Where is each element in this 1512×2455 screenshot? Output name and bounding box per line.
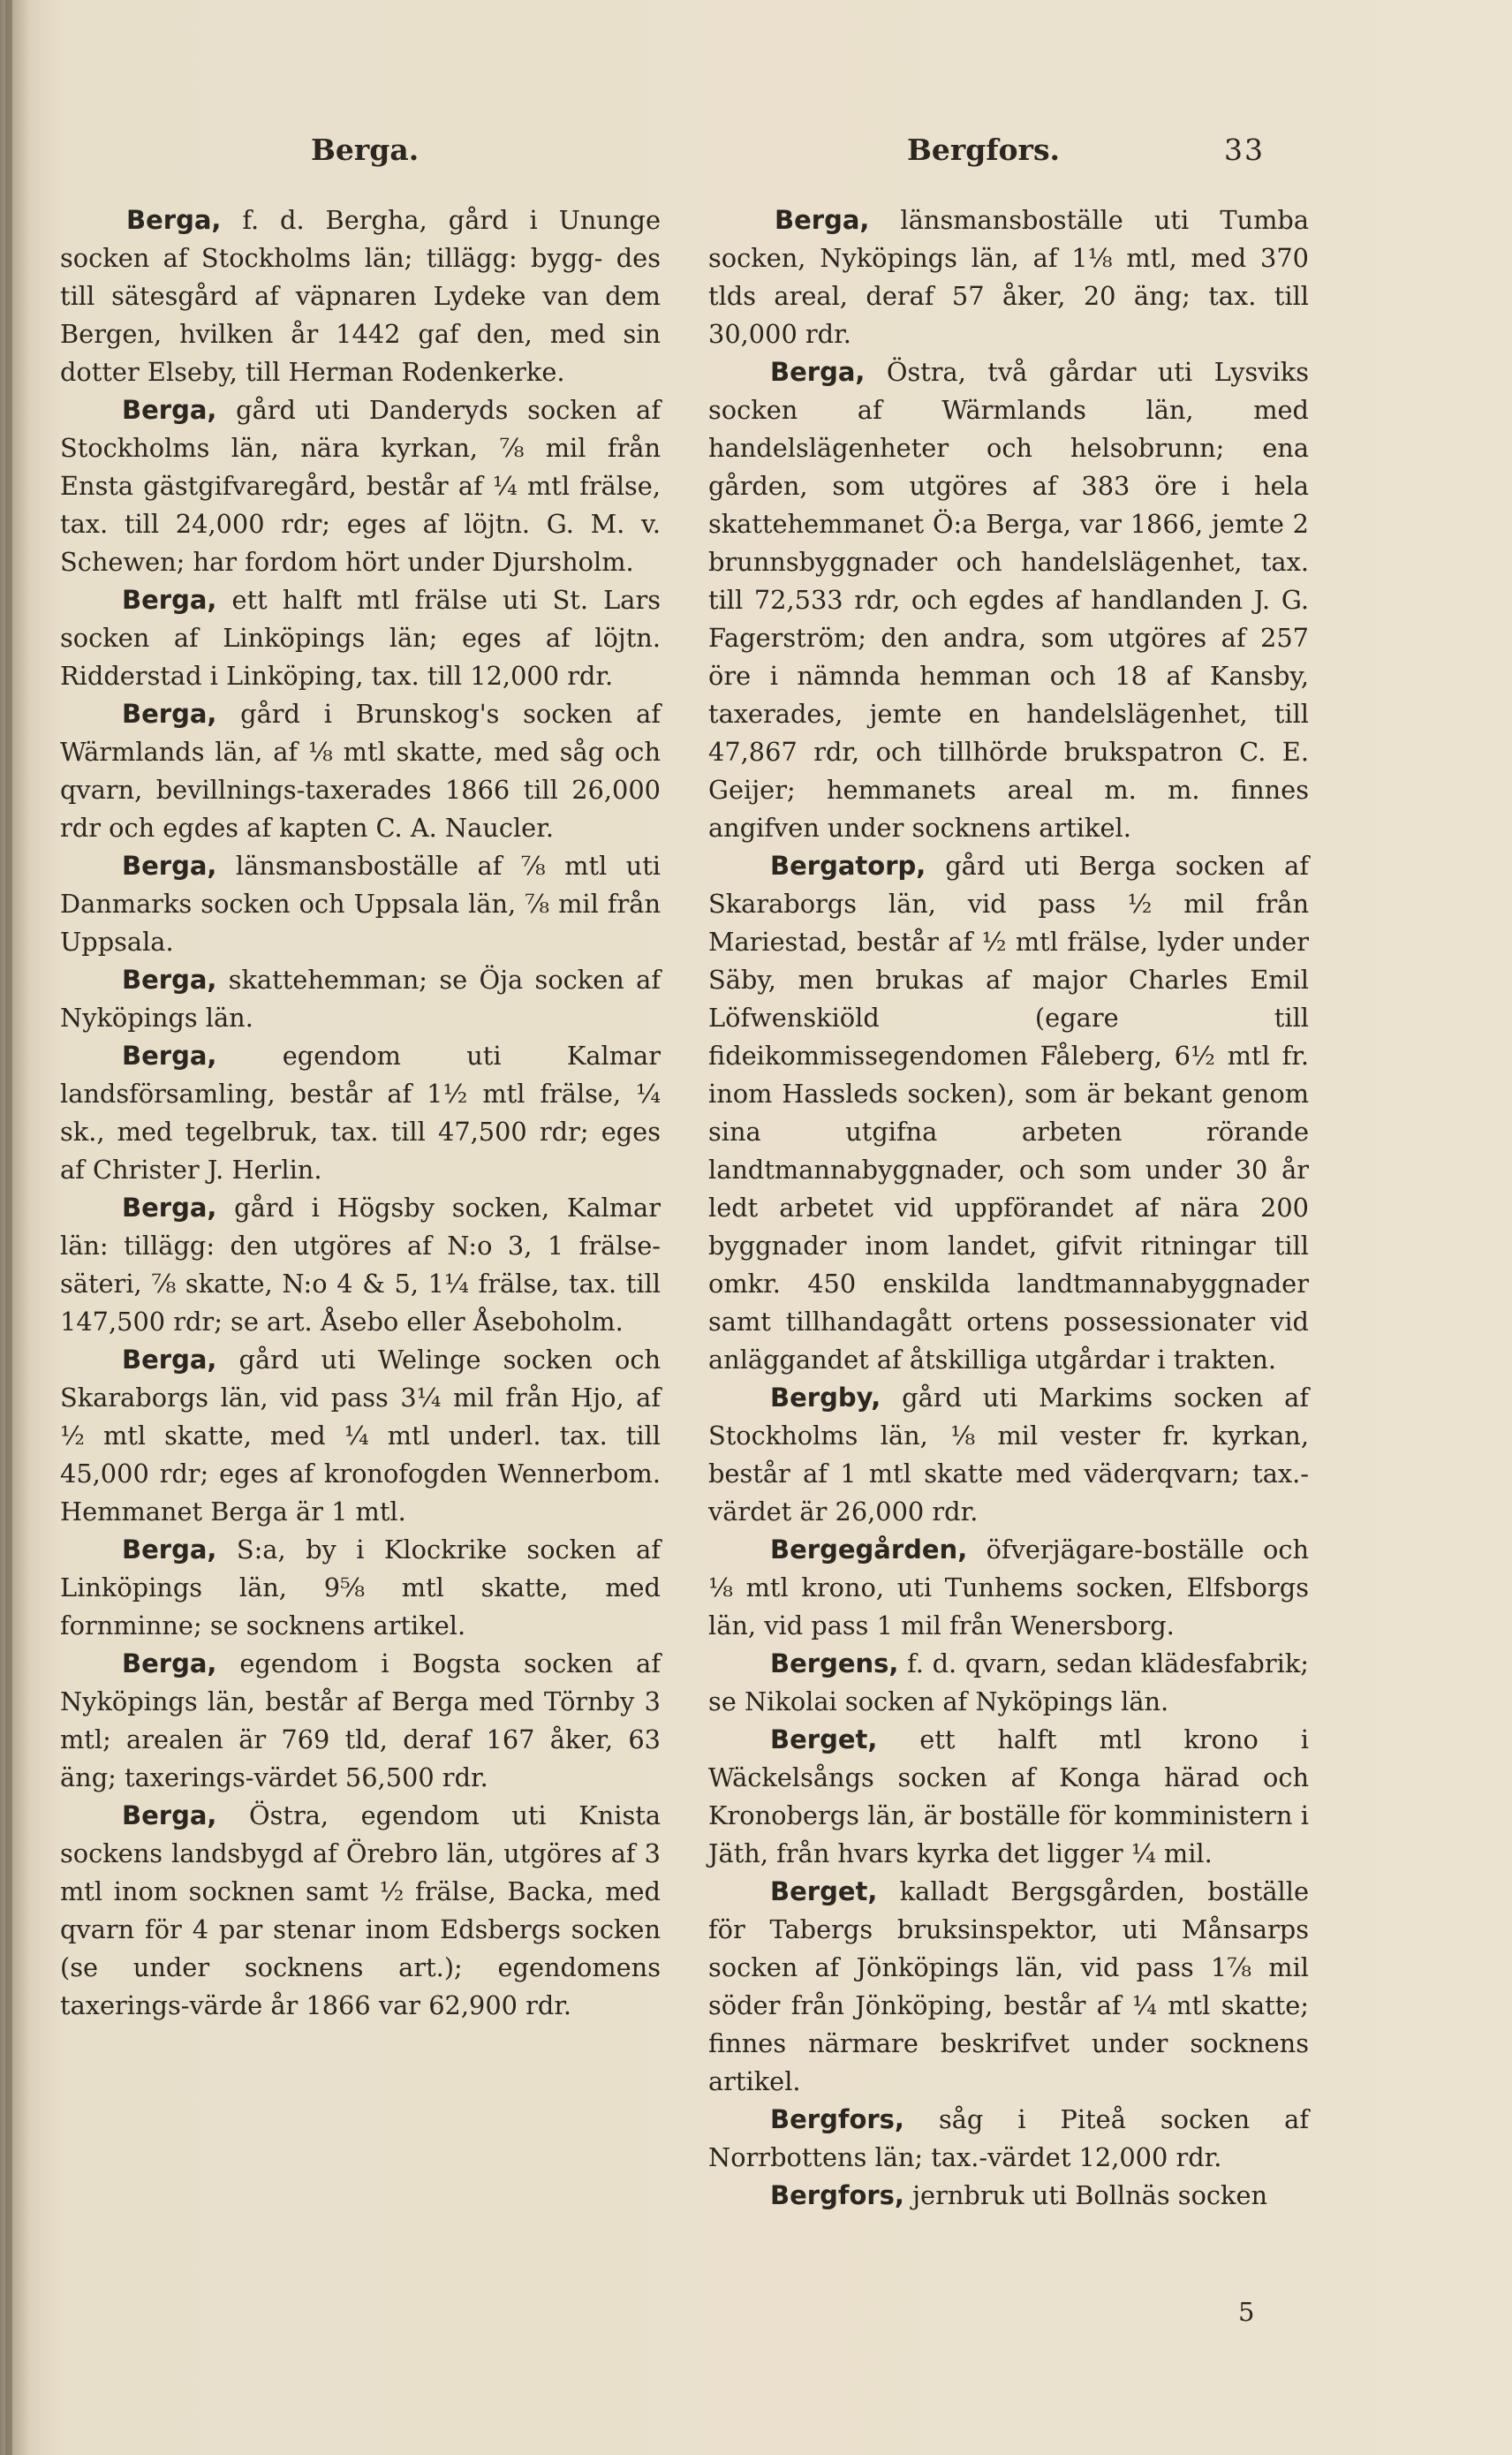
entry-headword: Berga, [770, 357, 866, 387]
dictionary-entry [60, 1797, 661, 2025]
entry-headword: Bergfors, [770, 2180, 904, 2210]
entry-headword: Berga, [126, 205, 222, 235]
page-binding-edge [5, 0, 12, 2455]
dictionary-entry [708, 2101, 1309, 2177]
entry-text: f. d. qvarn, sedan klädesfabrik; se Nikolai socken af Nyköpings län. [708, 1648, 1309, 1716]
header-left-keyword: Berga. [311, 133, 420, 167]
entry-text: gård uti Berga socken af Skaraborgs län, vid pass ½ mil från Mariestad, består af ½ mtl frälse, lyder under Säby, men brukas af major Charles Emil Löfwenskiöld (egare till fideikommissegendomen Fåleberg, 6½ mtl fr. inom Hassleds socken), som är bekant genom sina utgifna arbeten rörande landtmannabyggnader, och som under 30 år ledt arbetet vid uppförandet af nära 200 byggnader inom landet, gifvit ritningar till omkr. 450 enskilda landtmannabyggnader samt tillhandagått ortens possessionater vid anläggandet af åtskilliga utgårdar i trakten. [708, 851, 1309, 1375]
entry-headword: Berga, [122, 1041, 217, 1071]
dictionary-entry [60, 961, 661, 1037]
entry-headword: Berga, [122, 585, 217, 615]
signature-mark: 5 [1238, 2297, 1255, 2327]
entry-text: gård uti Danderyds socken af Stockholms län, nära kyrkan, ⅞ mil från Ensta gästgifvaregård, består af ¼ mtl frälse, tax. till 24,000 rdr; eges af löjtn. G. M. v. Schewen; har fordom hört under Djursholm. [60, 395, 661, 577]
dictionary-entry [60, 1341, 661, 1531]
entry-text: f. d. Bergha, gård i Ununge socken af Stockholms län; tillägg: bygg- des till sätesgård af väpnaren Lydeke van dem Bergen, hvilken år 1442 gaf den, med sin dotter Elseby, till Herman Rodenkerke. [60, 205, 661, 387]
entry-headword: Bergens, [770, 1648, 899, 1678]
entry-headword: Bergatorp, [770, 851, 926, 881]
right-column [708, 201, 1309, 2215]
entry-text: skattehemman; se Öja socken af Nyköpings län. [60, 965, 661, 1033]
entry-headword: Berget, [770, 1724, 878, 1754]
entry-text: egendom i Bogsta socken af Nyköpings län, består af Berga med Törnby 3 mtl; arealen är 769 tld, deraf 167 åker, 63 äng; taxerings-värdet 56,500 rdr. [60, 1648, 661, 1792]
dictionary-entry [708, 1379, 1309, 1531]
entry-headword: Bergby, [770, 1383, 881, 1413]
entry-headword: Berga, [122, 1193, 217, 1223]
entry-text: öfverjägare-boställe och ⅛ mtl krono, uti Tunhems socken, Elfsborgs län, vid pass 1 mil från Wenersborg. [708, 1534, 1309, 1640]
dictionary-entry [708, 1531, 1309, 1645]
dictionary-entry [708, 1645, 1309, 1721]
entry-text: gård i Brunskog's socken af Wärmlands län, af ⅛ mtl skatte, med såg och qvarn, bevillnings-taxerades 1866 till 26,000 rdr och egdes af kapten C. A. Naucler. [60, 699, 661, 843]
dictionary-entry [708, 201, 1309, 353]
dictionary-entry [708, 353, 1309, 847]
dictionary-entry [60, 847, 661, 961]
entry-headword: Berga, [122, 699, 217, 729]
entry-headword: Berga, [122, 1345, 217, 1375]
entry-text: S:a, by i Klockrike socken af Linköpings län, 9⅝ mtl skatte, med fornminne; se socknens artikel. [60, 1534, 661, 1640]
entry-headword: Berga, [122, 395, 217, 425]
running-header [0, 133, 1512, 186]
dictionary-entry [708, 1721, 1309, 1873]
entry-text: egendom uti Kalmar landsförsamling, består af 1½ mtl frälse, ¼ sk., med tegelbruk, tax. till 47,500 rdr; eges af Christer J. Herlin. [60, 1041, 661, 1185]
entry-text: gård uti Markims socken af Stockholms län, ⅛ mil vester fr. kyrkan, består af 1 mtl skatte med väderqvarn; tax.-värdet är 26,000 rdr. [708, 1383, 1309, 1527]
dictionary-entry [708, 847, 1309, 1379]
entry-text: Östra, två gårdar uti Lysviks socken af Wärmlands län, med handelslägenheter och helsobrunn; ena gården, som utgöres af 383 öre i hela skattehemmanet Ö:a Berga, var 1866, jemte 2 brunnsbyggnader och handelslägenhet, tax. till 72,533 rdr, och egdes af handlanden J. G. Fagerström; den andra, som utgöres af 257 öre i nämnda hemman och 18 af Kansby, taxerades, jemte en handelslägenhet, till 47,867 rdr, och tillhörde brukspatron C. E. Geijer; hemmanets areal m. m. finnes angifven under socknens artikel. [708, 357, 1309, 843]
entry-headword: Berga, [775, 205, 870, 235]
dictionary-entry [708, 2177, 1309, 2215]
entry-headword: Berga, [122, 1800, 217, 1830]
dictionary-entry [60, 1531, 661, 1645]
entry-headword: Bergfors, [770, 2104, 904, 2134]
dictionary-entry [60, 391, 661, 581]
entry-headword: Berga, [122, 965, 217, 995]
entry-text: ett halft mtl krono i Wäckelsångs socken af Konga härad och Kronobergs län, är boställe för komministern i Jäth, från hvars kyrka det ligger ¼ mil. [708, 1724, 1309, 1868]
header-right-keyword: Bergfors. [907, 133, 1061, 167]
entry-text: länsmansboställe uti Tumba socken, Nyköpings län, af 1⅛ mtl, med 370 tlds areal, deraf 57 åker, 20 äng; tax. till 30,000 rdr. [708, 205, 1309, 349]
entry-text: gård uti Welinge socken och Skaraborgs län, vid pass 3¼ mil från Hjo, af ½ mtl skatte, med ¼ mtl underl. tax. till 45,000 rdr; eges af kronofogden Wennerbom. Hemmanet Berga är 1 mtl. [60, 1345, 661, 1527]
entry-headword: Bergegården, [770, 1534, 968, 1565]
dictionary-entry [60, 1037, 661, 1189]
entry-text: såg i Piteå socken af Norrbottens län; tax.-värdet 12,000 rdr. [708, 2104, 1309, 2172]
entry-headword: Berget, [770, 1876, 878, 1906]
entry-headword: Berga, [122, 1534, 217, 1565]
entry-headword: Berga, [122, 1648, 217, 1678]
entry-text: jernbruk uti Bollnäs socken [903, 2180, 1268, 2210]
entry-text: gård i Högsby socken, Kalmar län: tillägg: den utgöres af N:o 3, 1 frälse-säteri, ⅞ skatte, N:o 4 & 5, 1¼ frälse, tax. till 147,500 rdr; se art. Åsebo eller Åseboholm. [60, 1193, 661, 1337]
dictionary-entry [708, 1873, 1309, 2101]
dictionary-entry [60, 581, 661, 695]
dictionary-entry [60, 1189, 661, 1341]
entry-text: kalladt Bergsgården, boställe för Tabergs bruksinspektor, uti Månsarps socken af Jönköpings län, vid pass 1⅞ mil söder från Jönköping, består af ¼ mtl skatte; finnes närmare beskrifvet under socknens artikel. [708, 1876, 1309, 2096]
page-number: 33 [1224, 133, 1265, 167]
entry-text: Östra, egendom uti Knista sockens landsbygd af Örebro län, utgöres af 3 mtl inom socknen samt ½ frälse, Backa, med qvarn för 4 par stenar inom Edsbergs socken (se under socknens art.); egendomens taxerings-värde år 1866 var 62,900 rdr. [60, 1800, 661, 2020]
dictionary-entry [60, 695, 661, 847]
dictionary-entry [60, 1645, 661, 1797]
entry-text: länsmansboställe af ⅞ mtl uti Danmarks socken och Uppsala län, ⅞ mil från Uppsala. [60, 851, 661, 957]
entry-text: ett halft mtl frälse uti St. Lars socken af Linköpings län; eges af löjtn. Ridderstad i Linköping, tax. till 12,000 rdr. [60, 585, 661, 691]
dictionary-entry [60, 201, 661, 391]
left-column [60, 201, 661, 2025]
entry-headword: Berga, [122, 851, 217, 881]
